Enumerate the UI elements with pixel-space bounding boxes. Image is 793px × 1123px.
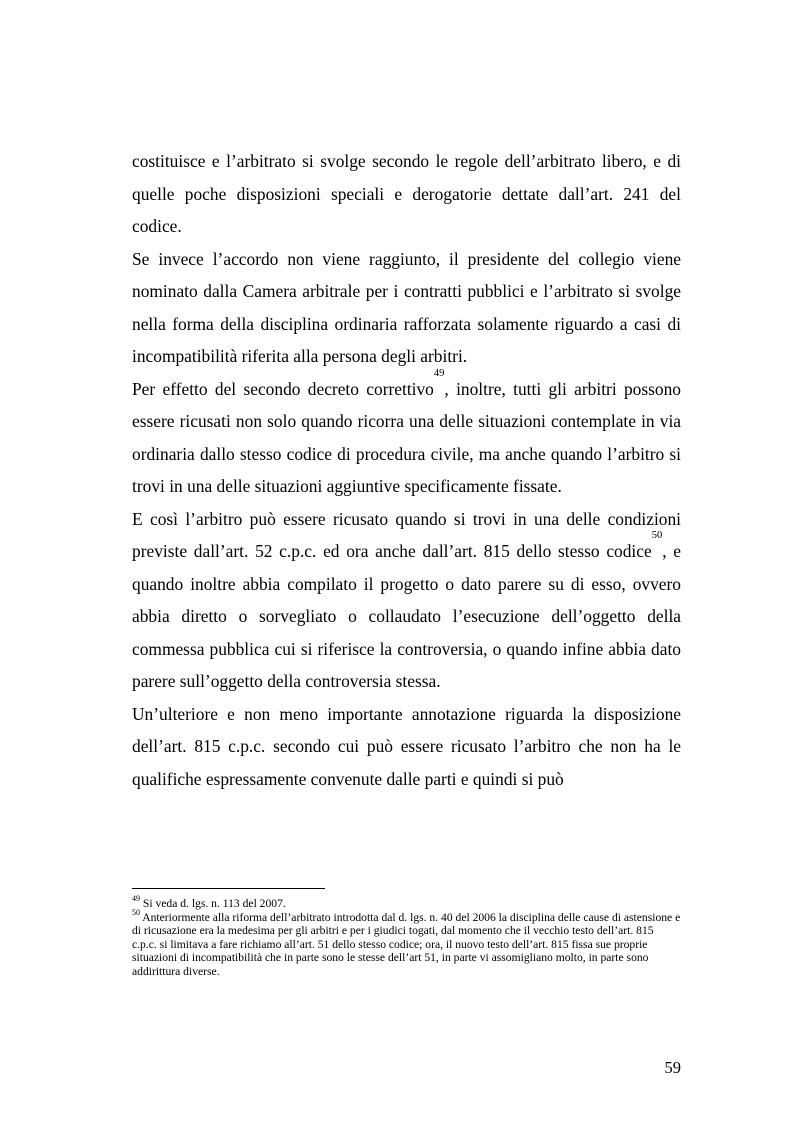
- footnote-reference[interactable]: 49: [433, 367, 445, 379]
- paragraph-text: Un’ulteriore e non meno importante annotazione riguarda la disposizione dell’art. 815 c.p.c. secondo cui può essere ricusato l’arbitro che non ha le qualifiche espressamente convenute dalle parti e quindi si può: [132, 703, 681, 789]
- paragraph-text: Per effetto del secondo decreto correttivo: [132, 378, 434, 399]
- paragraph-text: , inoltre, tutti gli arbitri possono essere ricusati non solo quando ricorra una delle situazioni contemplate in via ordinaria dallo stesso codice di procedura civile, ma anche quando l’arbitro si trovi in una delle situazioni aggiuntive specificamente fissate.: [132, 378, 681, 496]
- footnotes: [132, 894, 681, 979]
- footnote-text: Si veda d. lgs. n. 113 del 2007.: [140, 897, 286, 910]
- paragraph-text: Se invece l’accordo non viene raggiunto, il presidente del collegio viene nominato dalla Camera arbitrale per i contratti pubblici e l’arbitrato si svolge nella forma della disciplina ordinaria rafforzata solamente riguardo a casi di incompatibilità riferita alla persona degli arbitri.: [132, 248, 681, 366]
- footnote: [132, 907, 681, 979]
- footnote: [132, 894, 681, 911]
- paragraph: [132, 698, 681, 796]
- footnote-separator: [132, 888, 325, 889]
- paragraph: [132, 243, 681, 373]
- body-text: [132, 145, 681, 795]
- paragraph-text: E così l’arbitro può essere ricusato quando si trovi in una delle condizioni previste dall’art. 52 c.p.c. ed ora anche dall’art. 815 dello stesso codice: [132, 508, 681, 561]
- paragraph: [132, 367, 681, 503]
- footnote-text: Anteriormente alla riforma dell’arbitrato introdotta dal d. lgs. n. 40 del 2006 la disciplina delle cause di astensione e di ricusazione era la medesima per gli arbitri e per i giudici togati, dal momento che il vecchio testo dell’art. 815 c.p.c. si limitava a fare richiamo all’art. 51 dello stesso codice; ora, il nuovo testo dell’art. 815 fissa sue proprie situazioni di incompatibilità che in parte sono le stesse dell’art 51, in parte vi assomigliano molto, in parte sono addirittura diverse.: [132, 910, 681, 978]
- paragraph-text: , e quando inoltre abbia compilato il progetto o dato parere su di esso, ovvero abbia diretto o sorvegliato o collaudato l’esecuzione dell’oggetto della commessa pubblica cui si riferisce la controversia, o quando infine abbia dato parere sull’oggetto della controversia stessa.: [132, 541, 681, 691]
- paragraph: [132, 503, 681, 698]
- paragraph-text: costituisce e l’arbitrato si svolge secondo le regole dell’arbitrato libero, e di quelle poche disposizioni speciali e derogatorie dettate dall’art. 241 del codice.: [132, 151, 681, 236]
- footnote-reference[interactable]: 50: [651, 530, 663, 541]
- footnote-number: 50: [132, 907, 140, 917]
- page-number: 59: [664, 1058, 681, 1077]
- footnote-number: 49: [132, 894, 140, 903]
- paragraph: [132, 145, 681, 243]
